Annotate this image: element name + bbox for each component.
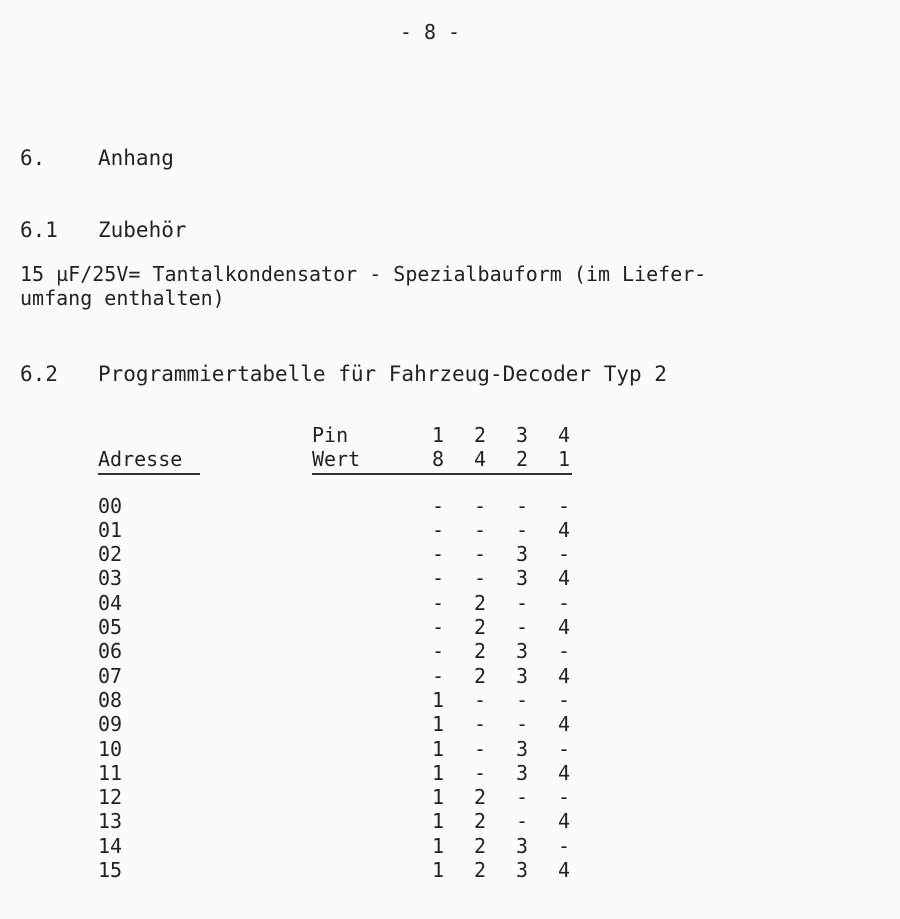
address-cell: 13 [98,809,123,834]
bit-cell: - [473,517,487,542]
bit-cell: - [557,493,571,518]
subsection-number: 6.2 [20,362,58,386]
address-cell: 08 [98,687,123,712]
bit-cell: 4 [557,809,571,834]
bit-cell: - [515,785,529,810]
address-cell: 02 [98,542,123,567]
bit-cell: 2 [473,833,487,858]
address-column-header: Adresse [98,447,183,472]
bit-cell: - [431,517,445,542]
address-cell: 10 [98,736,123,761]
page-number: - 8 - [399,20,461,44]
bit-cell: - [515,615,529,640]
bit-cell: 3 [515,736,529,761]
bit-cell: 4 [557,615,571,640]
address-cell: 09 [98,712,123,737]
bit-cell: 2 [473,809,487,834]
bit-cell: - [557,736,571,761]
bit-cell: - [515,517,529,542]
bit-cell: - [515,687,529,712]
bit-cell: 4 [557,517,571,542]
bit-cell: 2 [473,785,487,810]
bit-cell: - [473,542,487,567]
bit-cell: 4 [557,760,571,785]
bit-cell: 2 [473,590,487,615]
bit-cell: - [431,663,445,688]
address-cell: 14 [98,833,123,858]
bit-cell: - [557,687,571,712]
accessories-paragraph: 15 µF/25V= Tantalkondensator - Spezialbauform (im Liefer- umfang enthalten) [20,262,707,310]
bit-cell: - [431,493,445,518]
bit-cell: 2 [473,663,487,688]
address-cell: 12 [98,785,123,810]
address-cell: 07 [98,663,123,688]
bit-cell: 1 [431,687,445,712]
bit-cell: 1 [431,833,445,858]
bit-cell: - [431,566,445,591]
subsection-number: 6.1 [20,218,58,242]
wert-header: 4 [473,447,487,472]
subsection-title: Zubehör [98,218,187,242]
subsection-title: Programmiertabelle für Fahrzeug-Decoder Typ 2 [98,362,667,386]
bit-cell: 4 [557,858,571,883]
bit-cell: 3 [515,639,529,664]
bit-cell: 3 [515,833,529,858]
value-header-underline [312,473,572,475]
bit-cell: 1 [431,858,445,883]
bit-cell: 3 [515,663,529,688]
pin-header: 1 [431,423,445,447]
address-header-underline [98,473,200,475]
bit-cell: 4 [557,566,571,591]
bit-cell: 1 [431,785,445,810]
bit-cell: 4 [557,712,571,737]
bit-cell: - [431,590,445,615]
address-cell: 06 [98,639,123,664]
bit-cell: - [557,590,571,615]
address-cell: 04 [98,590,123,615]
bit-cell: - [473,566,487,591]
bit-cell: 2 [473,858,487,883]
wert-header: 1 [557,447,571,472]
bit-cell: - [515,712,529,737]
bit-cell: 1 [431,712,445,737]
bit-cell: 1 [431,736,445,761]
subsection-heading-accessories [20,218,187,242]
bit-cell: - [473,493,487,518]
bit-cell: 2 [473,615,487,640]
bit-cell: - [515,590,529,615]
bit-cell: 3 [515,760,529,785]
address-cell: 03 [98,566,123,591]
address-cell: 15 [98,858,123,883]
pin-header: 4 [557,423,571,447]
address-cell: 05 [98,615,123,640]
bit-cell: - [473,736,487,761]
subsection-heading-programming-table [20,362,667,386]
section-title: Anhang [98,146,174,170]
bit-cell: 3 [515,858,529,883]
address-cell: 00 [98,493,123,518]
bit-cell: 3 [515,542,529,567]
wert-label: Wert [312,447,361,472]
bit-cell: 4 [557,663,571,688]
bit-cell: - [473,712,487,737]
wert-header: 2 [515,447,529,472]
pin-header: 3 [515,423,529,447]
bit-cell: 3 [515,566,529,591]
bit-cell: 2 [473,639,487,664]
bit-cell: - [515,493,529,518]
bit-cell: - [431,639,445,664]
bit-cell: - [557,639,571,664]
address-cell: 01 [98,517,123,542]
address-cell: 11 [98,760,123,785]
section-number: 6. [20,146,46,170]
bit-cell: - [431,615,445,640]
bit-cell: - [515,809,529,834]
wert-header: 8 [431,447,445,472]
bit-cell: - [473,687,487,712]
bit-cell: 1 [431,809,445,834]
pin-header: 2 [473,423,487,447]
bit-cell: - [557,542,571,567]
bit-cell: - [431,542,445,567]
bit-cell: - [557,833,571,858]
bit-cell: - [557,785,571,810]
pin-label: Pin [312,423,349,447]
bit-cell: - [473,760,487,785]
bit-cell: 1 [431,760,445,785]
section-heading [20,146,174,170]
